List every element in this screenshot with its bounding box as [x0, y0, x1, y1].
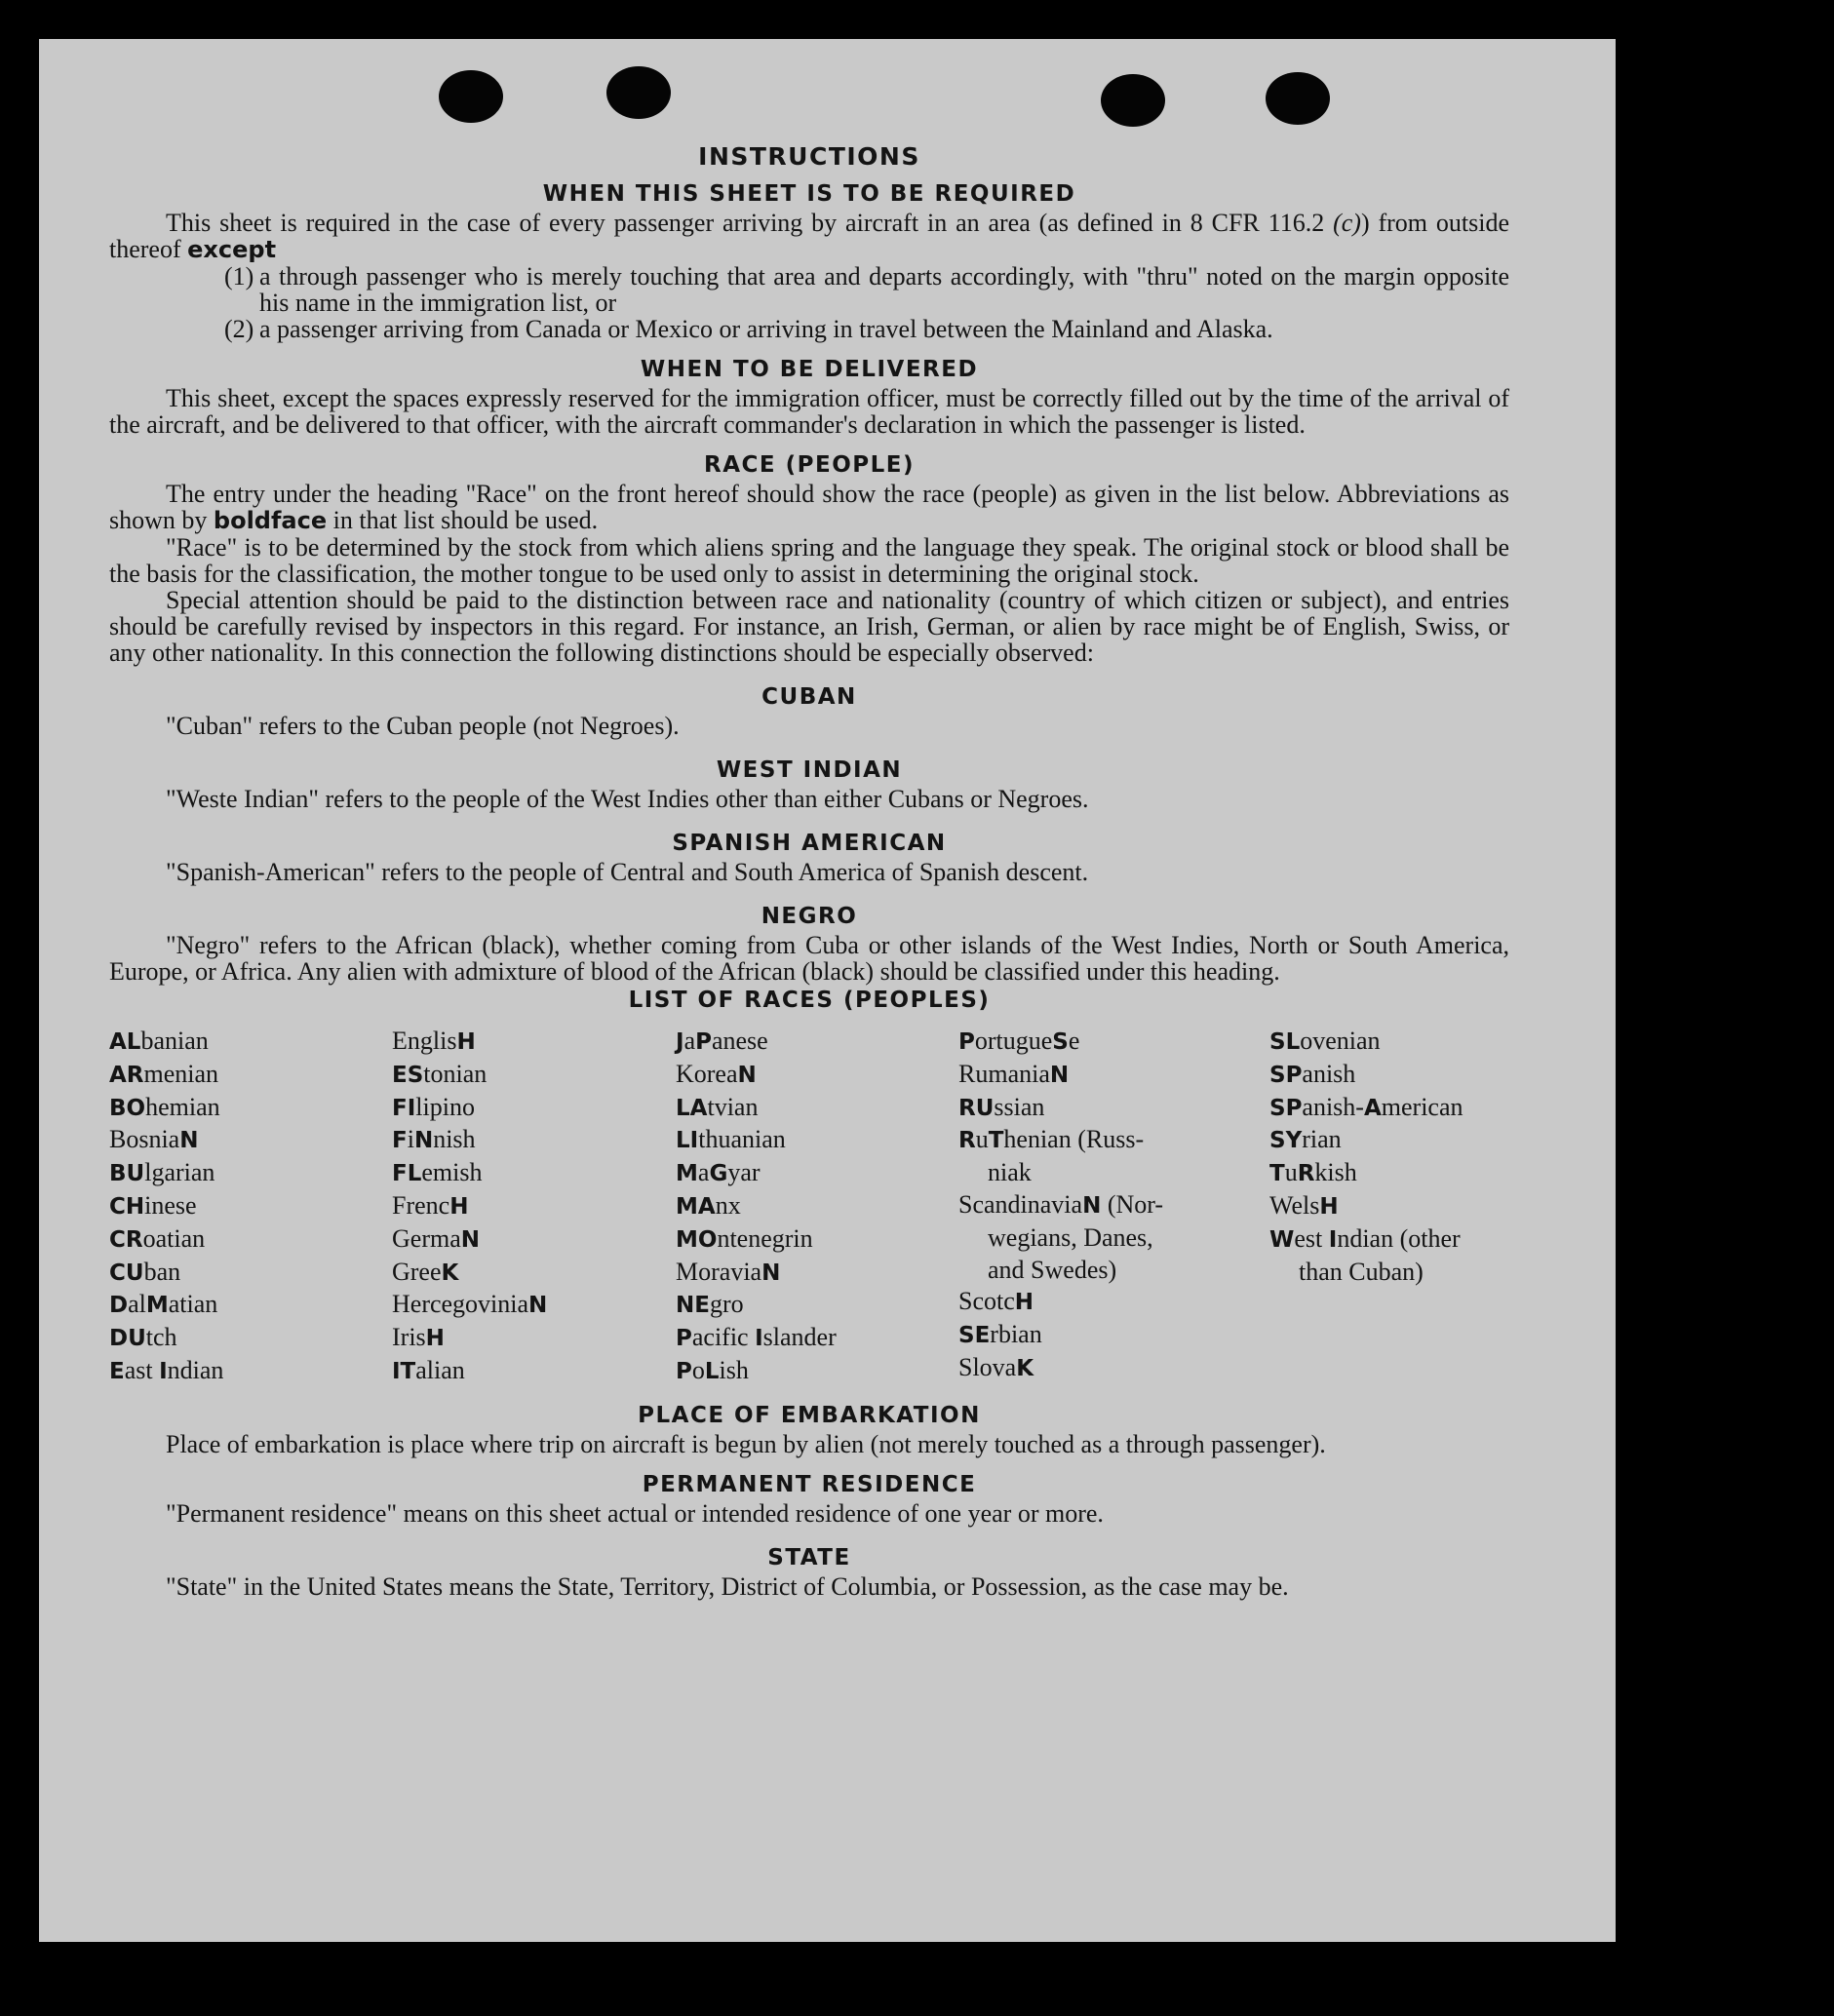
- race-entry: BOhemian: [109, 1092, 220, 1121]
- heading-cuban: CUBAN: [761, 684, 857, 710]
- heading-required: WHEN THIS SHEET IS TO BE REQUIRED: [542, 181, 1076, 207]
- instructions-body: [109, 141, 1509, 1600]
- race-entry: HercegoviniaN: [392, 1290, 548, 1319]
- required-intro: This sheet is required in the case of every passenger arriving by aircraft in an area (as defined in 8 CFR 116.2 (c)) from outside thereof except: [109, 209, 1509, 263]
- race-entry: LIthuanian: [676, 1125, 786, 1154]
- race-entry: niak: [988, 1158, 1032, 1187]
- west-indian-text: "Weste Indian" refers to the people of the West Indies other than either Cubans or Negroes.: [166, 785, 1089, 813]
- punch-hole: [606, 66, 671, 119]
- race-entry: FIlipino: [392, 1092, 475, 1121]
- race-entry: FLemish: [392, 1158, 483, 1187]
- race-entry: West Indian (other: [1269, 1223, 1461, 1253]
- punch-hole: [1266, 72, 1330, 125]
- race-entry: DalMatian: [109, 1290, 218, 1319]
- race-entry: GreeK: [392, 1257, 459, 1286]
- race-entry: Pacific Islander: [676, 1323, 837, 1352]
- heading-spanish-american: SPANISH AMERICAN: [672, 831, 947, 856]
- race-entry: RUssian: [958, 1092, 1045, 1121]
- race-entry: CRoatian: [109, 1223, 206, 1253]
- race-entry: LAtvian: [676, 1092, 759, 1121]
- residence-text: "Permanent residence" means on this sheet actual or intended residence of one year or more.: [166, 1498, 1104, 1528]
- race-column: [676, 1026, 958, 1388]
- race-entry: EnglisH: [392, 1027, 476, 1055]
- race-entry: ALbanian: [109, 1027, 209, 1055]
- race-entry: CUban: [109, 1257, 181, 1286]
- race-entry: MaGyar: [676, 1158, 761, 1187]
- race-entry: BosniaN: [109, 1125, 199, 1154]
- race-entry: than Cuban): [1299, 1257, 1424, 1286]
- race-entry: WelsH: [1269, 1190, 1339, 1220]
- heading-residence: PERMANENT RESIDENCE: [642, 1471, 977, 1497]
- race-entry: ScotcH: [958, 1287, 1034, 1316]
- race-entry: IrisH: [392, 1323, 445, 1352]
- race-column: [109, 1026, 392, 1388]
- race-column: [1269, 1026, 1509, 1388]
- race-entry: SLovenian: [1269, 1027, 1381, 1055]
- race-entry: NEgro: [676, 1290, 744, 1319]
- race-entry: DUtch: [109, 1323, 177, 1352]
- race-entry: SlovaK: [958, 1352, 1034, 1381]
- race-column: [392, 1026, 676, 1388]
- race-entry: RumaniaN: [958, 1059, 1070, 1088]
- race-entry: and Swedes): [988, 1255, 1117, 1284]
- race-paragraph-3: Special attention should be paid to the distinction between race and nationality (country of which citizen or subject), and entries should be carefully revised by inspectors in this regard. For instance, an Irish, German, or alien by race might be of English, Swiss, or any other nationality. In this connection the following distinctions should be especially observed:: [109, 586, 1509, 667]
- heading-embarkation: PLACE OF EMBARKATION: [638, 1402, 981, 1428]
- race-entry: EStonian: [392, 1059, 488, 1088]
- race-entry: BUlgarian: [109, 1158, 215, 1187]
- spanish-american-text: "Spanish-American" refers to the people of Central and South America of Spanish descent.: [166, 858, 1089, 886]
- punch-hole: [439, 70, 503, 123]
- except-word: except: [187, 236, 277, 263]
- race-entry: wegians, Danes,: [988, 1222, 1153, 1252]
- race-entry: SErbian: [958, 1320, 1042, 1349]
- race-entry: SYrian: [1269, 1125, 1342, 1154]
- race-entry: ScandinaviaN (Nor-: [958, 1189, 1164, 1219]
- race-entry: TuRkish: [1269, 1158, 1357, 1187]
- heading-west-indian: WEST INDIAN: [716, 757, 903, 783]
- heading-list-of-races: LIST OF RACES (PEOPLES): [628, 988, 991, 1013]
- delivered-text: This sheet, except the spaces expressly reserved for the immigration officer, must be correctly filled out by the time of the arrival of the aircraft, and be delivered to that officer, with the aircraft commander's declaration in which the passenger is listed.: [109, 384, 1509, 439]
- heading-delivered: WHEN TO BE DELIVERED: [640, 357, 979, 382]
- race-entry: MAnx: [676, 1190, 741, 1220]
- race-entry: GermaN: [392, 1223, 480, 1253]
- race-entry: East Indian: [109, 1355, 224, 1384]
- exception-item-1: (1) a through passenger who is merely touching that area and departs accordingly, with "thru" noted on the margin opposite his name in the immigration list, or: [224, 262, 1509, 317]
- race-entry: FrencH: [392, 1190, 469, 1220]
- race-entry: ITalian: [392, 1355, 465, 1384]
- punch-hole: [1101, 74, 1165, 127]
- race-entry: JaPanese: [676, 1027, 768, 1055]
- race-paragraph-1: The entry under the heading "Race" on the front hereof should show the race (people) as given in the list below. Abbreviations as shown by boldface in that list should be used.: [109, 480, 1509, 534]
- race-paragraph-2: "Race" is to be determined by the stock from which aliens spring and the language they speak. The original stock or blood shall be the basis for the classification, the mother tongue to be used only to assist in determining the original stock.: [109, 533, 1509, 588]
- page-title: INSTRUCTIONS: [698, 142, 920, 171]
- race-entry: CHinese: [109, 1190, 197, 1220]
- heading-negro: NEGRO: [761, 904, 858, 929]
- race-entry: RuThenian (Russ-: [958, 1125, 1145, 1154]
- race-entry: PortugueSe: [958, 1027, 1080, 1055]
- heading-state: STATE: [767, 1544, 851, 1570]
- document-page: [39, 39, 1616, 1942]
- negro-text: "Negro" refers to the African (black), whether coming from Cuba or other islands of the West Indies, North or South America, Europe, or Africa. Any alien with admixture of blood of the African (black) should be classified under this heading.: [109, 931, 1509, 986]
- race-column: [958, 1026, 1269, 1388]
- race-entry: KoreaN: [676, 1059, 757, 1088]
- embarkation-text: Place of embarkation is place where trip on aircraft is begun by alien (not merely touched as a through passenger).: [166, 1429, 1326, 1458]
- race-entry: SPanish-American: [1269, 1092, 1463, 1121]
- exception-item-2: (2) a passenger arriving from Canada or Mexico or arriving in travel between the Mainland and Alaska.: [224, 315, 1273, 343]
- race-list: [109, 1026, 1509, 1388]
- race-entry: FiNnish: [392, 1125, 476, 1154]
- heading-race: RACE (PEOPLE): [704, 452, 915, 478]
- boldface-word: boldface: [213, 507, 328, 534]
- race-entry: ARmenian: [109, 1059, 219, 1088]
- race-entry: PoLish: [676, 1355, 749, 1384]
- race-entry: SPanish: [1269, 1059, 1356, 1088]
- race-entry: MoraviaN: [676, 1257, 781, 1286]
- race-entry: MOntenegrin: [676, 1223, 813, 1253]
- state-text: "State" in the United States means the State, Territory, District of Columbia, or Possession, as the case may be.: [166, 1571, 1289, 1601]
- cuban-text: "Cuban" refers to the Cuban people (not Negroes).: [166, 712, 680, 740]
